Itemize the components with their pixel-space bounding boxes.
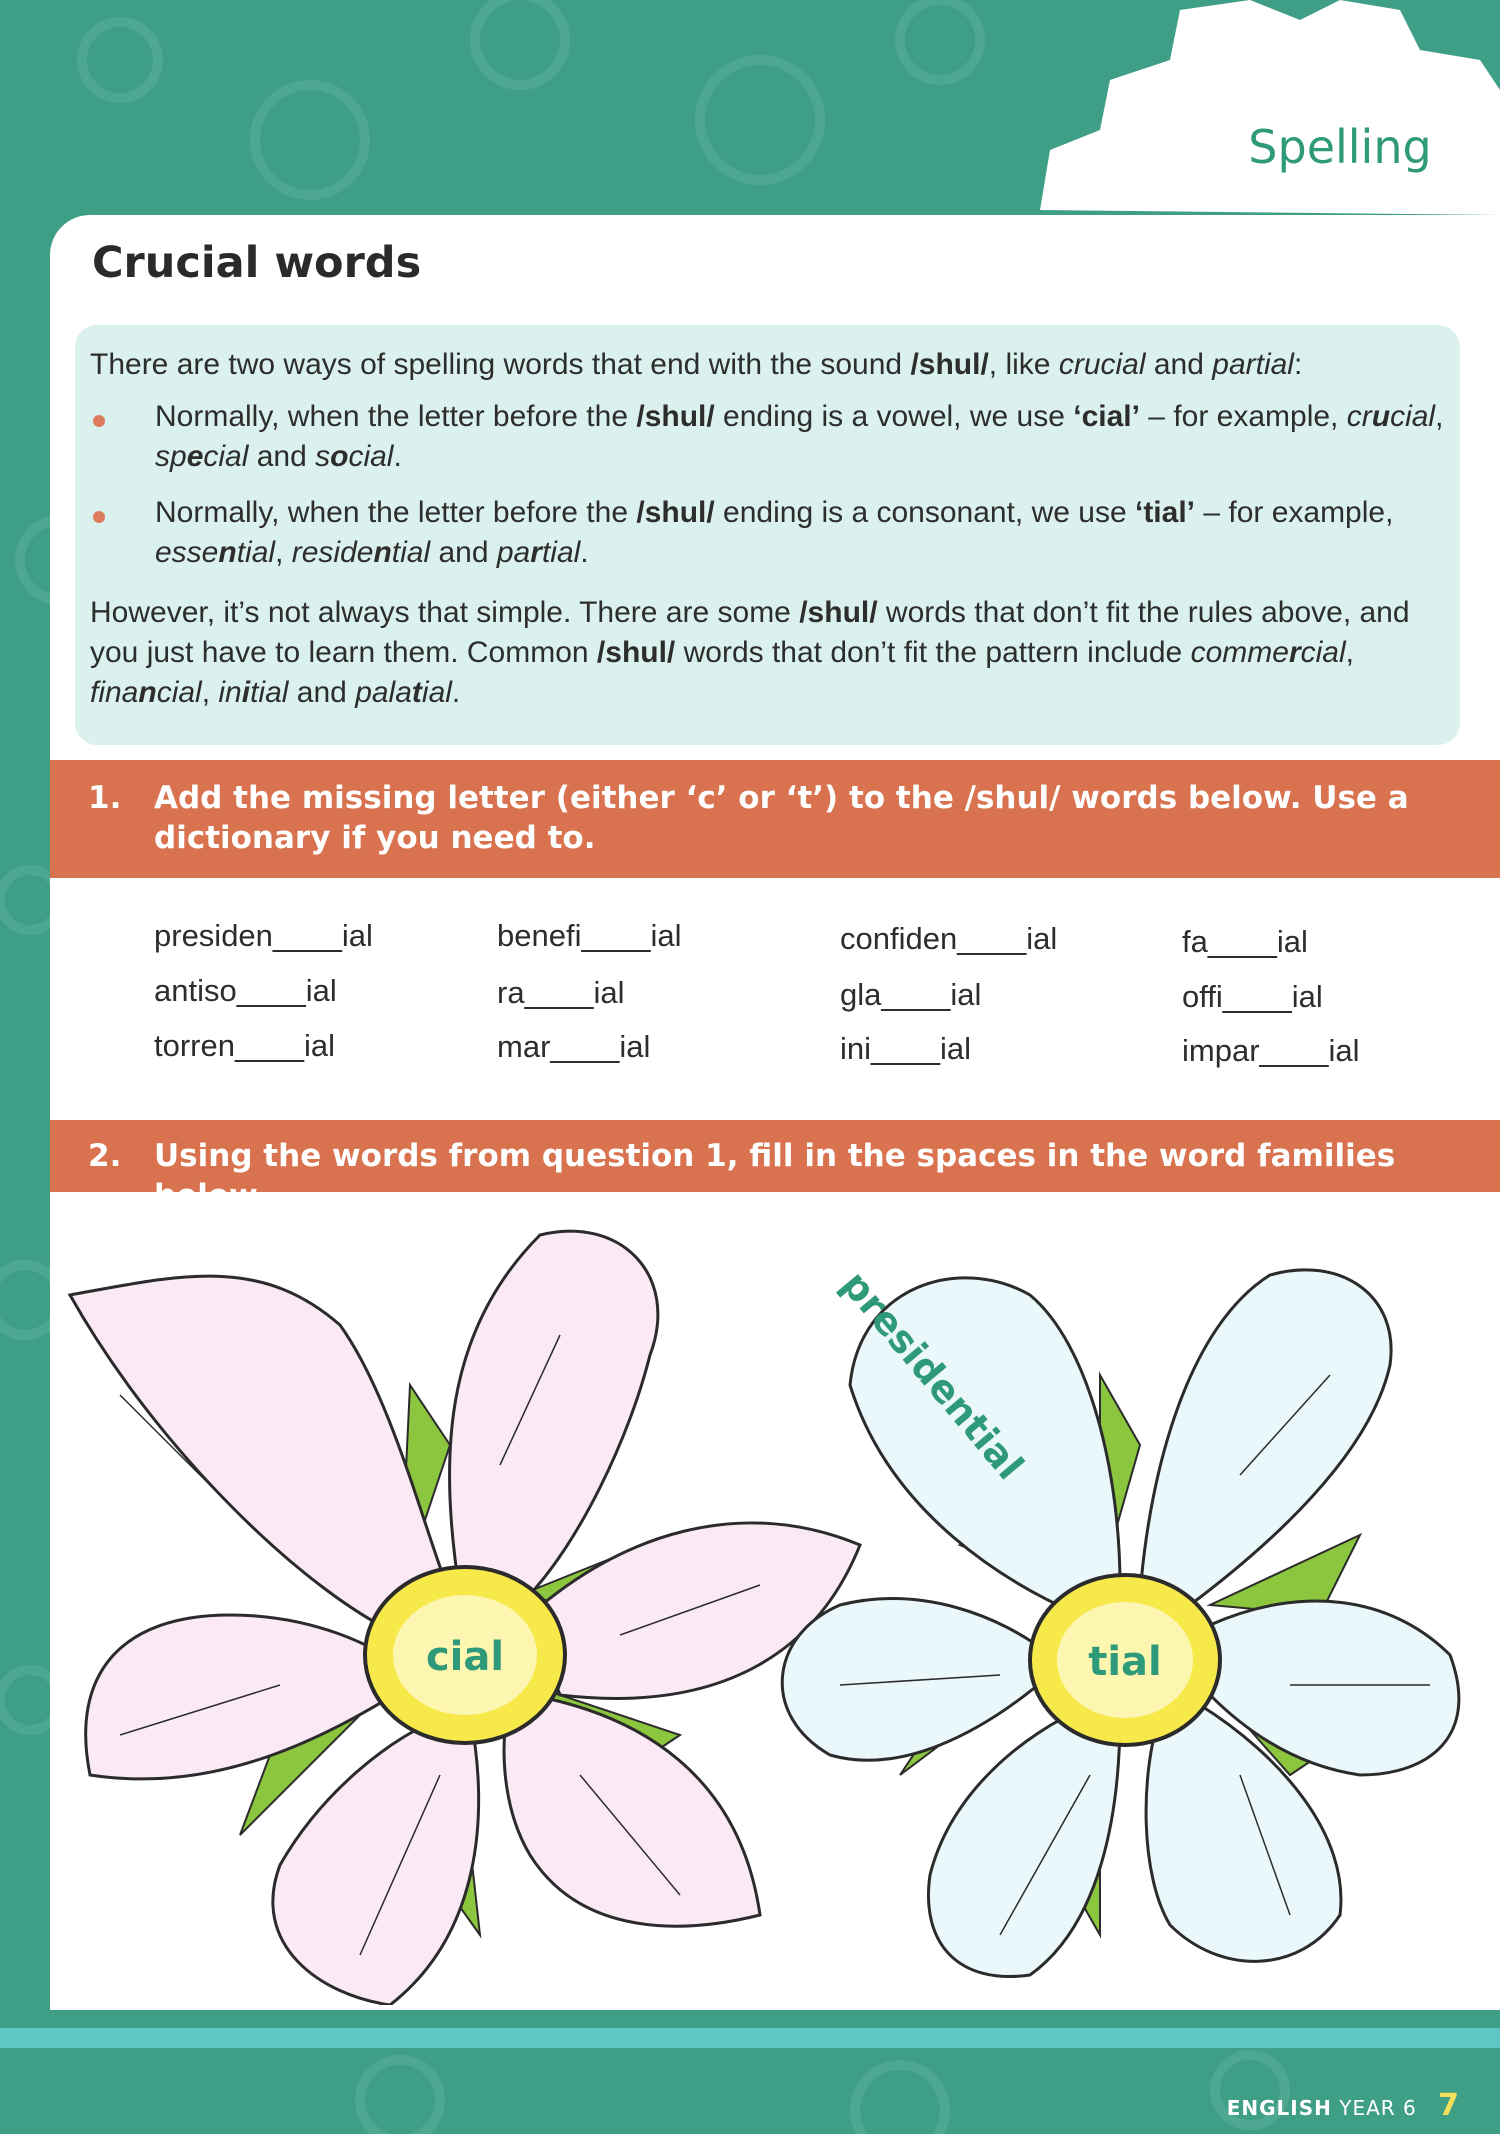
word-item[interactable]: gla____ial: [840, 977, 982, 1012]
question-2-number: 2.: [88, 1138, 122, 1174]
petal: [1140, 1270, 1391, 1605]
petal: [70, 1276, 450, 1635]
tial-flower: [782, 1263, 1459, 1977]
bullet-dot: [93, 415, 105, 427]
word-item[interactable]: torren____ial: [154, 1028, 335, 1063]
footer-year: YEAR 6: [1339, 2096, 1417, 2120]
word-item[interactable]: antiso____ial: [154, 973, 337, 1008]
page-title: Crucial words: [92, 238, 422, 288]
word-item[interactable]: benefi____ial: [497, 918, 682, 953]
intro-bullet-tial: Normally, when the letter before the /shul/ ending is a consonant, we use ‘tial’ – for example, essential, residential and partial.: [155, 496, 1394, 569]
question-2-text: Using the words from question 1, fill in the spaces in the word families below.: [154, 1138, 1396, 1214]
word-item[interactable]: ini____ial: [840, 1031, 971, 1066]
tial-flower-center-label: tial: [1088, 1639, 1162, 1685]
question-1-bar: [50, 760, 1500, 878]
word-item[interactable]: offi____ial: [1182, 979, 1323, 1014]
word-item[interactable]: mar____ial: [497, 1029, 651, 1064]
page-number: 7: [1438, 2088, 1460, 2123]
example-answer-word: presidential: [833, 1262, 1033, 1488]
intro-box: [75, 325, 1460, 745]
section-title-spelling: Spelling: [1248, 120, 1432, 174]
footer-book: ENGLISH: [1226, 2096, 1332, 2120]
cial-flower-center-label: cial: [425, 1634, 505, 1680]
footer-band: [0, 2028, 1500, 2048]
intro-lead: There are two ways of spelling words that end with the sound /shul/, like crucial and partial:: [90, 348, 1303, 381]
petal: [86, 1615, 410, 1779]
petal: [450, 1231, 658, 1605]
word-item[interactable]: fa____ial: [1182, 924, 1308, 959]
petal: [928, 1705, 1120, 1977]
word-item[interactable]: presiden____ial: [154, 918, 373, 953]
intro-bullet-cial: Normally, when the letter before the /shul/ ending is a vowel, we use ‘cial’ – for example, crucial, special and social.: [155, 400, 1444, 473]
petal: [504, 1695, 760, 1926]
question-2-bar: [50, 1120, 1500, 1214]
question-1-text: Add the missing letter (either ‘c’ or ‘t’) to the /shul/ words below. Use a dictionary if you need to.: [154, 780, 1409, 856]
word-family-flowers: [60, 1215, 1490, 2005]
word-item[interactable]: confiden____ial: [840, 921, 1058, 956]
question-1-number: 1.: [88, 780, 122, 816]
word-item[interactable]: ra____ial: [497, 975, 625, 1010]
bullet-dot: [93, 511, 105, 523]
footer: [1227, 2088, 1460, 2123]
cial-flower: [70, 1231, 860, 2005]
word-item[interactable]: impar____ial: [1182, 1033, 1360, 1068]
petal: [782, 1599, 1050, 1761]
intro-exceptions: However, it’s not always that simple. There are some /shul/ words that don’t fit the rules above, and you just have to learn them. Common /shul/ words that don’t fit the pattern include commercial, financial, initial and palatial.: [90, 596, 1410, 709]
